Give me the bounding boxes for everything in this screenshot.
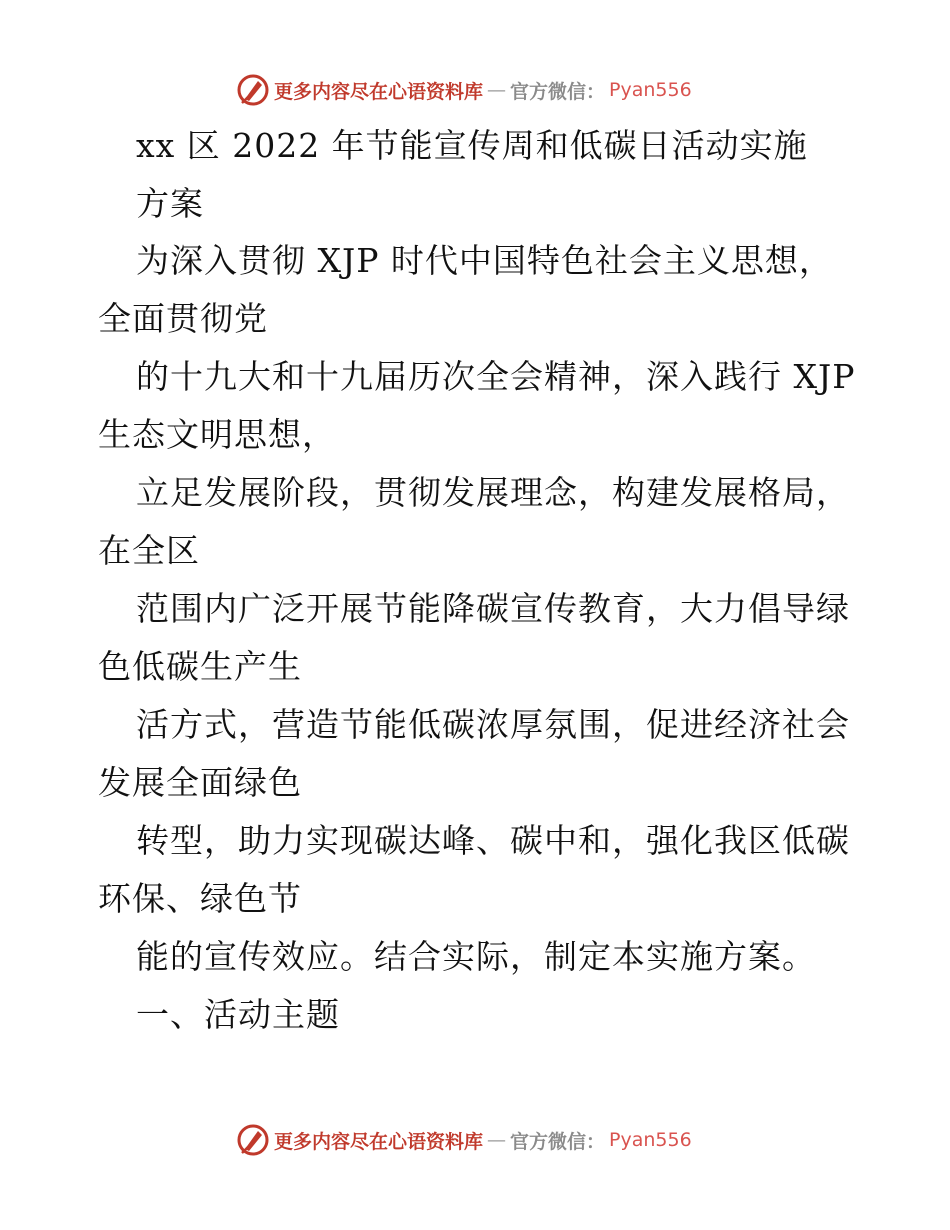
document-title-line-2: 方案 bbox=[136, 184, 204, 223]
body-line: 发展全面绿色 bbox=[98, 763, 302, 802]
watermark-brand: 更多内容尽在心语资料库 bbox=[274, 1130, 484, 1153]
document-title-line-1: xx 区 2022 年节能宣传周和低碳日活动实施 bbox=[136, 126, 808, 165]
watermark-wechat-id: Pyan556 bbox=[609, 1129, 692, 1151]
watermark-wechat-id: Pyan556 bbox=[609, 79, 692, 101]
header-watermark bbox=[236, 72, 692, 108]
body-line: 活方式，营造节能低碳浓厚氛围，促进经济社会 bbox=[136, 705, 850, 744]
watermark-separator: — bbox=[487, 1129, 507, 1151]
body-line: 的十九大和十九届历次全会精神，深入践行 XJP bbox=[136, 357, 856, 396]
body-line: 为深入贯彻 XJP 时代中国特色社会主义思想， bbox=[136, 241, 833, 280]
body-line: 生态文明思想， bbox=[98, 415, 336, 454]
body-line: 转型，助力实现碳达峰、碳中和，强化我区低碳 bbox=[136, 821, 850, 860]
watermark-brand: 更多内容尽在心语资料库 bbox=[274, 80, 484, 103]
body-line: 范围内广泛开展节能降碳宣传教育，大力倡导绿 bbox=[136, 589, 850, 628]
body-line: 能的宣传效应。结合实际，制定本实施方案。 bbox=[136, 937, 816, 976]
watermark-separator: — bbox=[487, 79, 507, 101]
quill-logo-icon bbox=[236, 73, 270, 107]
body-line: 环保、绿色节 bbox=[98, 879, 302, 918]
body-line: 全面贯彻党 bbox=[98, 299, 268, 338]
quill-logo-icon bbox=[236, 1123, 270, 1157]
watermark-official-label: 官方微信： bbox=[510, 1130, 606, 1153]
section-heading: 一、活动主题 bbox=[136, 995, 340, 1034]
body-line: 立足发展阶段，贯彻发展理念，构建发展格局， bbox=[136, 473, 850, 512]
footer-watermark bbox=[236, 1122, 692, 1158]
body-line: 在全区 bbox=[98, 531, 200, 570]
body-line: 色低碳生产生 bbox=[98, 647, 302, 686]
watermark-official-label: 官方微信： bbox=[510, 80, 606, 103]
